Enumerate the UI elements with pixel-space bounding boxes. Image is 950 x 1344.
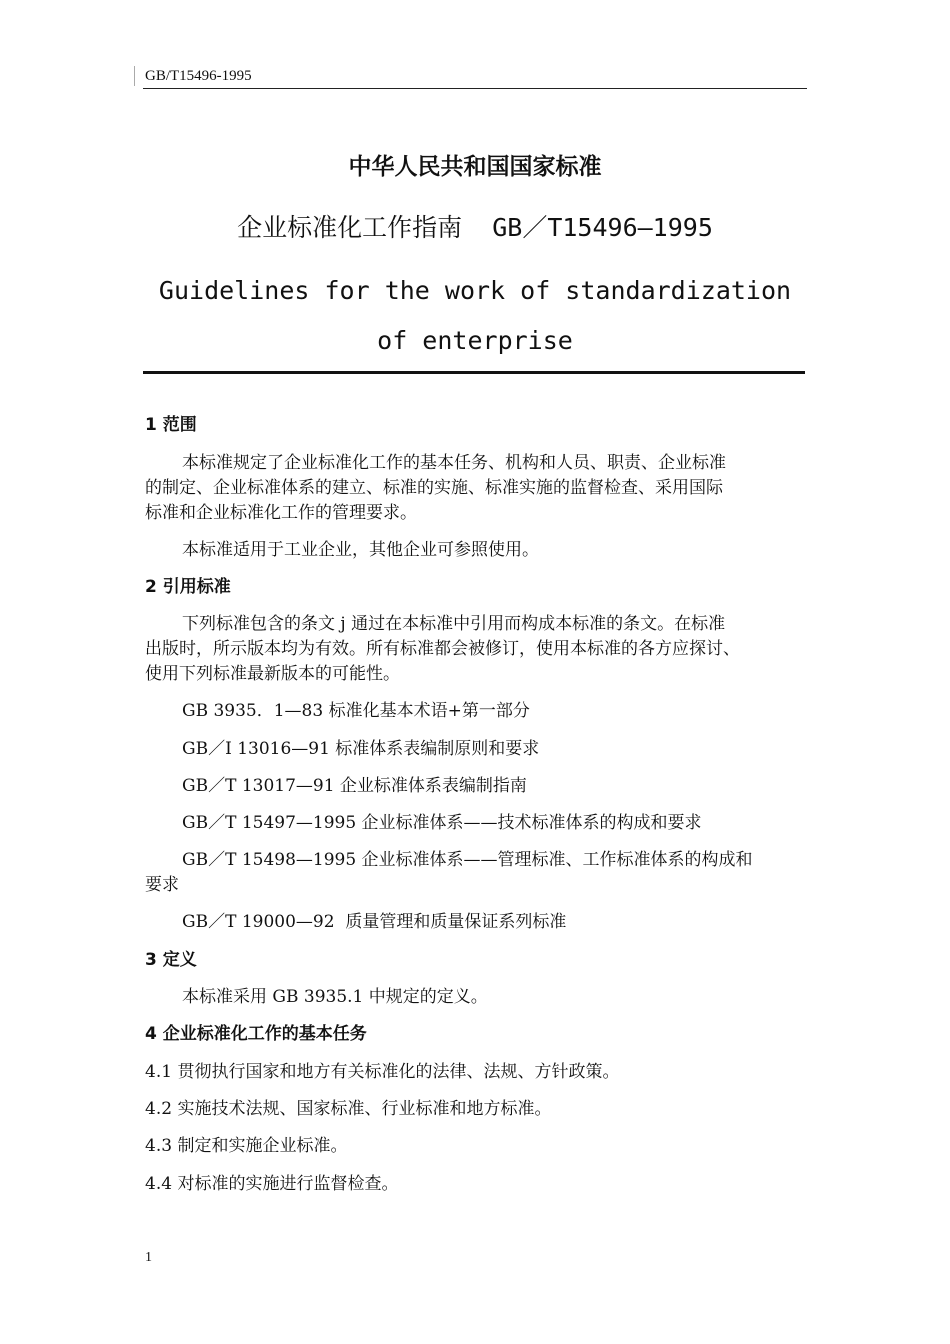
reference-item: GB／T 19000—92 质量管理和质量保证系列标准	[182, 912, 567, 932]
paragraph-line: 标准和企业标准化工作的管理要求。	[145, 503, 417, 523]
paragraph-line: 的制定、企业标准体系的建立、标准的实施、标准实施的监督检查、采用国际	[145, 478, 723, 498]
title-divider	[143, 371, 805, 374]
section-heading-scope: 1 范围	[145, 415, 197, 435]
section-heading-basic-tasks: 4 企业标准化工作的基本任务	[145, 1024, 367, 1044]
document-title: 企业标准化工作指南 GB／T15496—1995	[237, 213, 713, 242]
clause-item: 4.1 贯彻执行国家和地方有关标准化的法律、法规、方针政策。	[145, 1062, 620, 1082]
section-heading-definitions: 3 定义	[145, 950, 197, 970]
section-heading-references: 2 引用标准	[145, 577, 231, 597]
reference-item: GB／T 13017—91 企业标准体系表编制指南	[182, 776, 527, 796]
paragraph-line: 出版时，所示版本均为有效。所有标准都会被修订，使用本标准的各方应探讨、	[145, 639, 740, 659]
paragraph-line: 本标准适用于工业企业，其他企业可参照使用。	[182, 540, 539, 560]
reference-item-continuation: 要求	[145, 875, 179, 895]
clause-item: 4.4 对标准的实施进行监督检查。	[145, 1174, 399, 1194]
paragraph-line: 下列标准包含的条文 j 通过在本标准中引用而构成本标准的条文。在标准	[182, 614, 726, 634]
reference-item: GB／I 13016—91 标准体系表编制原则和要求	[182, 739, 540, 759]
clause-item: 4.3 制定和实施企业标准。	[145, 1136, 348, 1156]
english-title: Guidelines for the work of standardization of enterprise	[158, 276, 792, 355]
paragraph-line: 使用下列标准最新版本的可能性。	[145, 664, 400, 684]
paragraph-line: 本标准规定了企业标准化工作的基本任务、机构和人员、职责、企业标准	[182, 453, 726, 473]
clause-item: 4.2 实施技术法规、国家标准、行业标准和地方标准。	[145, 1099, 552, 1119]
paragraph-line: 本标准采用 GB 3935.1 中规定的定义。	[182, 987, 488, 1007]
reference-item: GB／T 15498—1995 企业标准体系——管理标准、工作标准体系的构成和	[182, 850, 753, 870]
header-standard-code: GB/T15496-1995	[145, 68, 252, 84]
page-number: 1	[145, 1250, 152, 1265]
header-divider	[143, 88, 807, 89]
reference-item: GB 3935．1—83 标准化基本术语+第一部分	[182, 701, 530, 721]
corner-crop-mark	[134, 66, 135, 86]
standard-category-title: 中华人民共和国国家标准	[348, 154, 602, 180]
reference-item: GB／T 15497—1995 企业标准体系——技术标准体系的构成和要求	[182, 813, 702, 833]
